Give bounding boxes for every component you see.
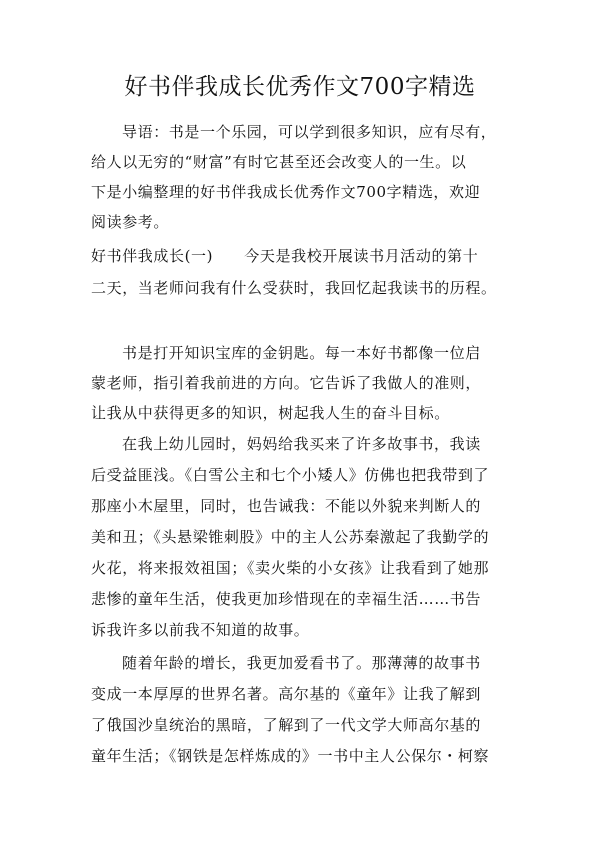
paragraph-line: 悲惨的童年生活，使我更加珍惜现在的幸福生活……书告 [91,590,482,608]
paragraph-line: 童年生活；《钢铁是怎样炼成的》一书中主人公保尔・柯察 [91,747,490,765]
paragraph-line: 变成一本厚厚的世界名著。高尔基的《童年》让我了解到 [91,685,482,703]
paragraph-line: 阅读参考。 [91,213,170,231]
paragraph-line: 二天，当老师问我有什么受获时，我回忆起我读书的历程。 [91,279,497,297]
paragraph-line: 给人以无穷的“财富”有时它甚至还会改变人的一生。以 [91,153,467,171]
paragraph-line: 了俄国沙皇统治的黑暗，了解到了一代文学大师高尔基的 [91,716,482,734]
paragraph-line: 好书伴我成长(一) 今天是我校开展读书月活动的第十 [91,247,479,265]
paragraph-line: 美和丑；《头悬梁锥刺股》中的主人公苏秦激起了我勤学的 [91,528,490,546]
paragraph-line: 那座小木屋里，同时，也告诫我：不能以外貌来判断人的 [91,497,482,515]
paragraph-line: 火花，将来报效祖国；《卖火柴的小女孩》让我看到了她那 [91,559,490,577]
paragraph-line: 随着年龄的增长，我更加爱看书了。那薄薄的故事书 [122,654,481,672]
paragraph-line: 后受益匪浅。《白雪公主和七个小矮人》仿佛也把我带到了 [91,466,490,484]
paragraph-line: 让我从中获得更多的知识，树起我人生的奋斗目标。 [91,404,450,422]
paragraph-line: 导语：书是一个乐园，可以学到很多知识，应有尽有， [122,123,497,141]
paragraph-line: 在我上幼儿园时，妈妈给我买来了许多故事书，我读 [122,435,481,453]
paragraph-line: 下是小编整理的好书伴我成长优秀作文700字精选，欢迎 [91,183,481,201]
document-title: 好书伴我成长优秀作文700字精选 [124,74,476,100]
paragraph-line: 书是打开知识宝库的金钥匙。每一本好书都像一位启 [122,344,481,362]
paragraph-line: 蒙老师，指引着我前进的方向。它告诉了我做人的准则， [91,374,482,392]
paragraph-line: 诉我许多以前我不知道的故事。 [91,621,310,639]
